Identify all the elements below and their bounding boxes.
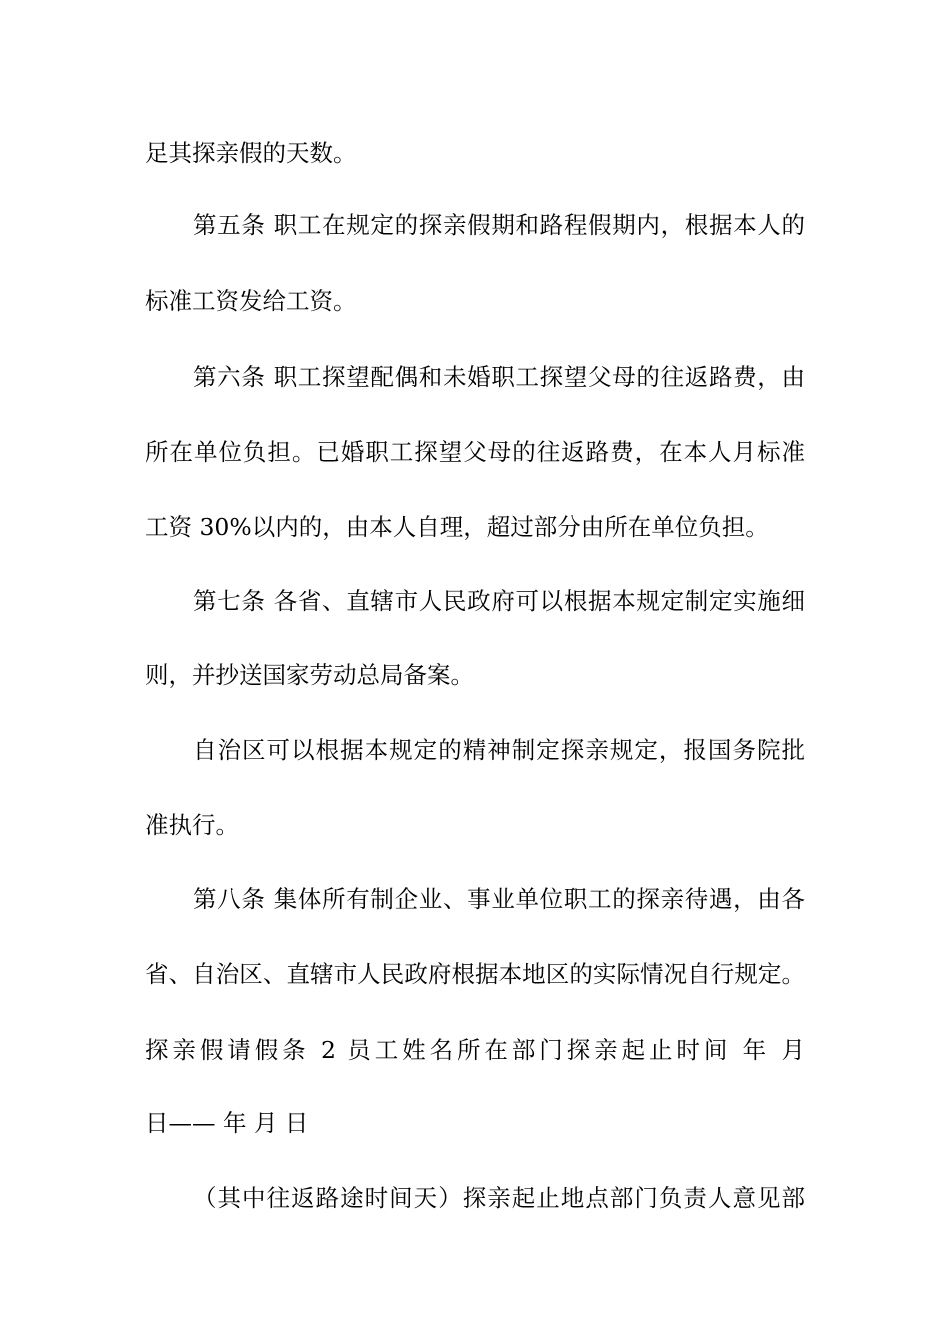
article-6-line-3: 工资 30%以内的，由本人自理，超过部分由所在单位负担。 (145, 513, 769, 541)
article-5-line-2: 标准工资发给工资。 (145, 287, 357, 315)
article-8-line-1: 第八条 集体所有制企业、事业单位职工的探亲待遇，由各 (193, 885, 805, 913)
article-5-line-1: 第五条 职工在规定的探亲假期和路程假期内，根据本人的 (193, 211, 805, 239)
article-7-line-2: 则，并抄送国家劳动总局备案。 (145, 661, 474, 689)
article-6-line-1: 第六条 职工探望配偶和未婚职工探望父母的往返路费，由 (193, 363, 805, 391)
autonomous-region-line-2: 准执行。 (145, 811, 239, 839)
article-6-line-2: 所在单位负担。已婚职工探望父母的往返路费，在本人月标准 (145, 438, 805, 466)
leave-form-date-line: 日—— 年 月 日 (145, 1109, 309, 1137)
leave-form-details-line: （其中往返路途时间天）探亲起止地点部门负责人意见部 (193, 1184, 805, 1212)
article-7-line-1: 第七条 各省、直辖市人民政府可以根据本规定制定实施细 (193, 587, 805, 615)
autonomous-region-line-1: 自治区可以根据本规定的精神制定探亲规定，报国务院批 (193, 736, 805, 764)
text-line-1: 足其探亲假的天数。 (145, 139, 357, 167)
leave-form-title-line: 探亲假请假条 2 员工姓名所在部门探亲起止时间 年 月 (145, 1036, 805, 1064)
article-8-line-2: 省、自治区、直辖市人民政府根据本地区的实际情况自行规定。 (145, 960, 805, 988)
